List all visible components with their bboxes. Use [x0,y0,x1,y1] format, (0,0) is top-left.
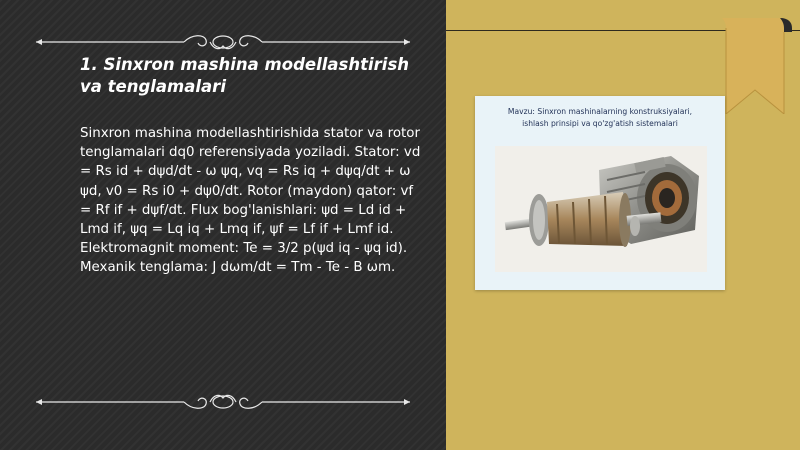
bookmark-ribbon-icon [718,18,794,114]
slide-body-text: Sinxron mashina modellashtirishida stator va rotor tenglamalari dq0 referensiyada yoziladi. Stator: vd = Rs id + dψd/dt - ω ψq, vq = Rs iq + dψq/dt + ω ψd, v0 = Rs i0 + dψ0/dt. Rotor (maydon) qator: vf = Rf if + dψf/dt. Flux bog'lanishlari: ψd = Ld id + Lmd if, ψq = Lq iq + Lmq if, ψf = Lf if + Lmf id. Elektromagnit moment: Te = 3/2 p(ψd iq - ψq id). Mexanik tenglama: J dωm/dt = Tm - Te - B ωm. [80,126,421,276]
photo-caption [475,106,725,130]
machine-photo-card [475,96,725,290]
machine-illustration [495,146,707,272]
slide-title: 1. Sinxron mashina modellashtirish va tenglamalari [80,55,410,96]
photo-caption-line1: Mavzu: Sinxron mashinalarning konstruksiyalari, [507,107,693,116]
synchronous-machine-photo [495,146,707,272]
photo-caption-line2: ishlash prinsipi va qo'zg'atish sistemalari [522,119,678,128]
top-divider-ornament [34,30,412,54]
bottom-divider-ornament [34,390,412,414]
